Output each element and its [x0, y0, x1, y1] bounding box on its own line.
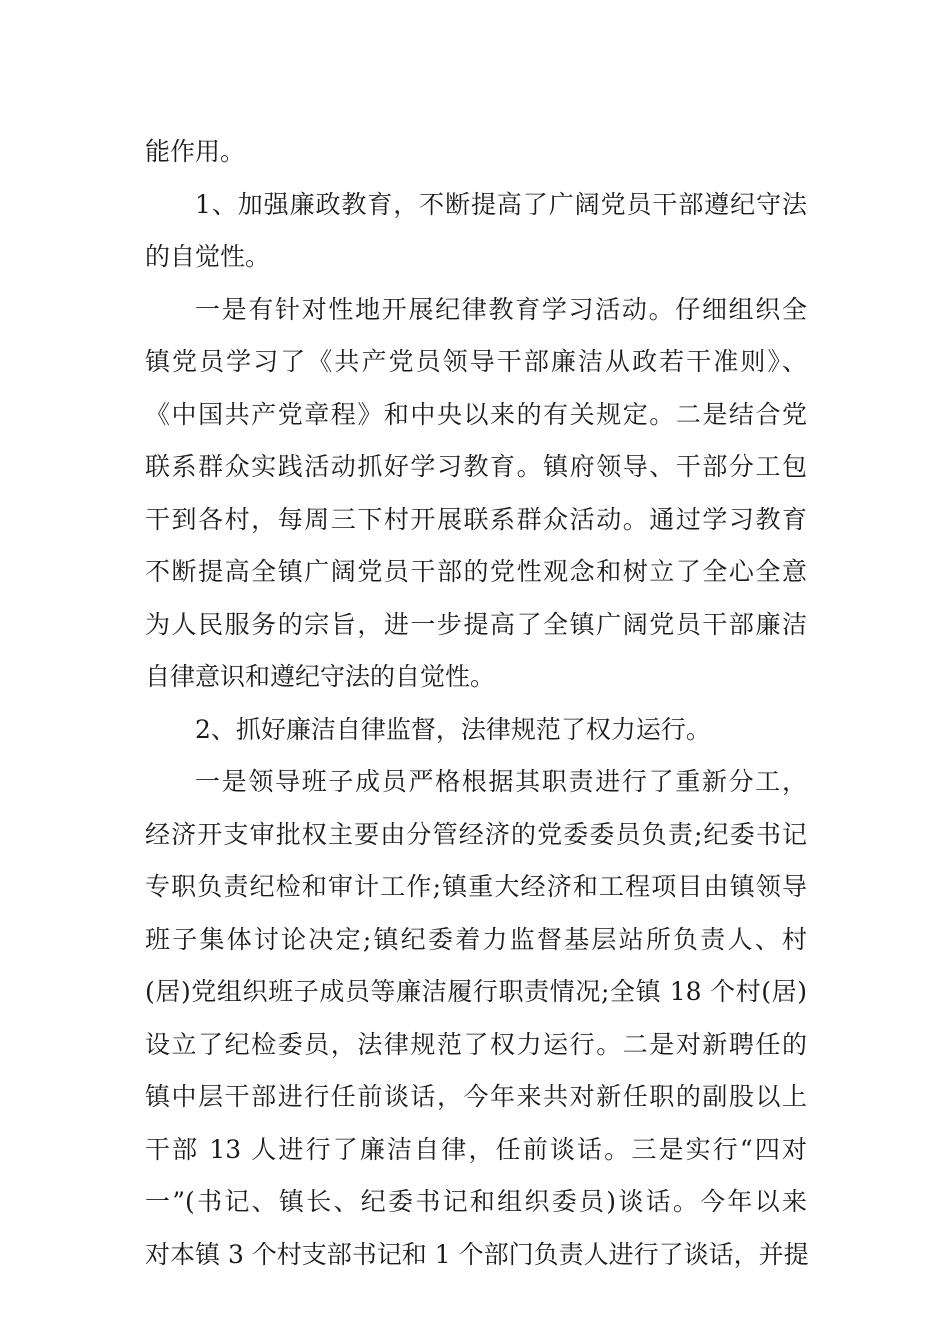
text-line: (居)党组织班子成员等廉洁履行职责情况;全镇 18 个村(居) [145, 977, 807, 1006]
text-line: 镇中层干部进行任前谈话，今年来共对新任职的副股以上 [145, 1082, 807, 1111]
text-line: 干到各村，每周三下村开展联系群众活动。通过学习教育 [145, 504, 807, 534]
text-line: 专职负责纪检和审计工作;镇重大经济和工程项目由镇领导 [145, 872, 807, 901]
text-line: 自律意识和遵纪守法的自觉性。 [145, 662, 496, 691]
text-line: 经济开支审批权主要由分管经济的党委委员负责;纪委书记 [145, 819, 807, 849]
text-line: 能作用。 [145, 137, 246, 166]
text-line: 设立了纪检委员，法律规范了权力运行。二是对新聘任的 [145, 1029, 807, 1059]
text-line: 干部 13 人进行了廉洁自律，任前谈话。三是实行“四对 [145, 1134, 807, 1164]
paragraph-start: 一是领导班子成员严格根据其职责进行了重新分工， [195, 767, 807, 796]
text-line: 联系群众实践活动抓好学习教育。镇府领导、干部分工包 [145, 452, 807, 481]
text-line: 镇党员学习了《共产党员领导干部廉洁从政若干准则》、 [145, 347, 807, 376]
section-heading-2: 2、抓好廉洁自律监督，法律规范了权力运行。 [195, 714, 711, 744]
section-heading-1: 1、加强廉政教育，不断提高了广阔党员干部遵纪守法 [195, 189, 807, 219]
text-line: 为人民服务的宗旨，进一步提高了全镇广阔党员干部廉洁 [145, 609, 807, 639]
text-line: 一”(书记、镇长、纪委书记和组织委员)谈话。今年以来 [145, 1187, 807, 1216]
paragraph-start: 一是有针对性地开展纪律教育学习活动。仔细组织全 [195, 294, 807, 324]
document-body [145, 126, 807, 1281]
text-line: 班子集体讨论决定;镇纪委着力监督基层站所负责人、村 [145, 924, 807, 954]
text-line: 不断提高全镇广阔党员干部的党性观念和树立了全心全意 [145, 557, 807, 586]
text-line: 对本镇 3 个村支部书记和 1 个部门负责人进行了谈话，并提 [145, 1239, 809, 1269]
text-line: 《中国共产党章程》和中央以来的有关规定。二是结合党 [145, 399, 807, 429]
text-line: 的自觉性。 [145, 242, 271, 271]
